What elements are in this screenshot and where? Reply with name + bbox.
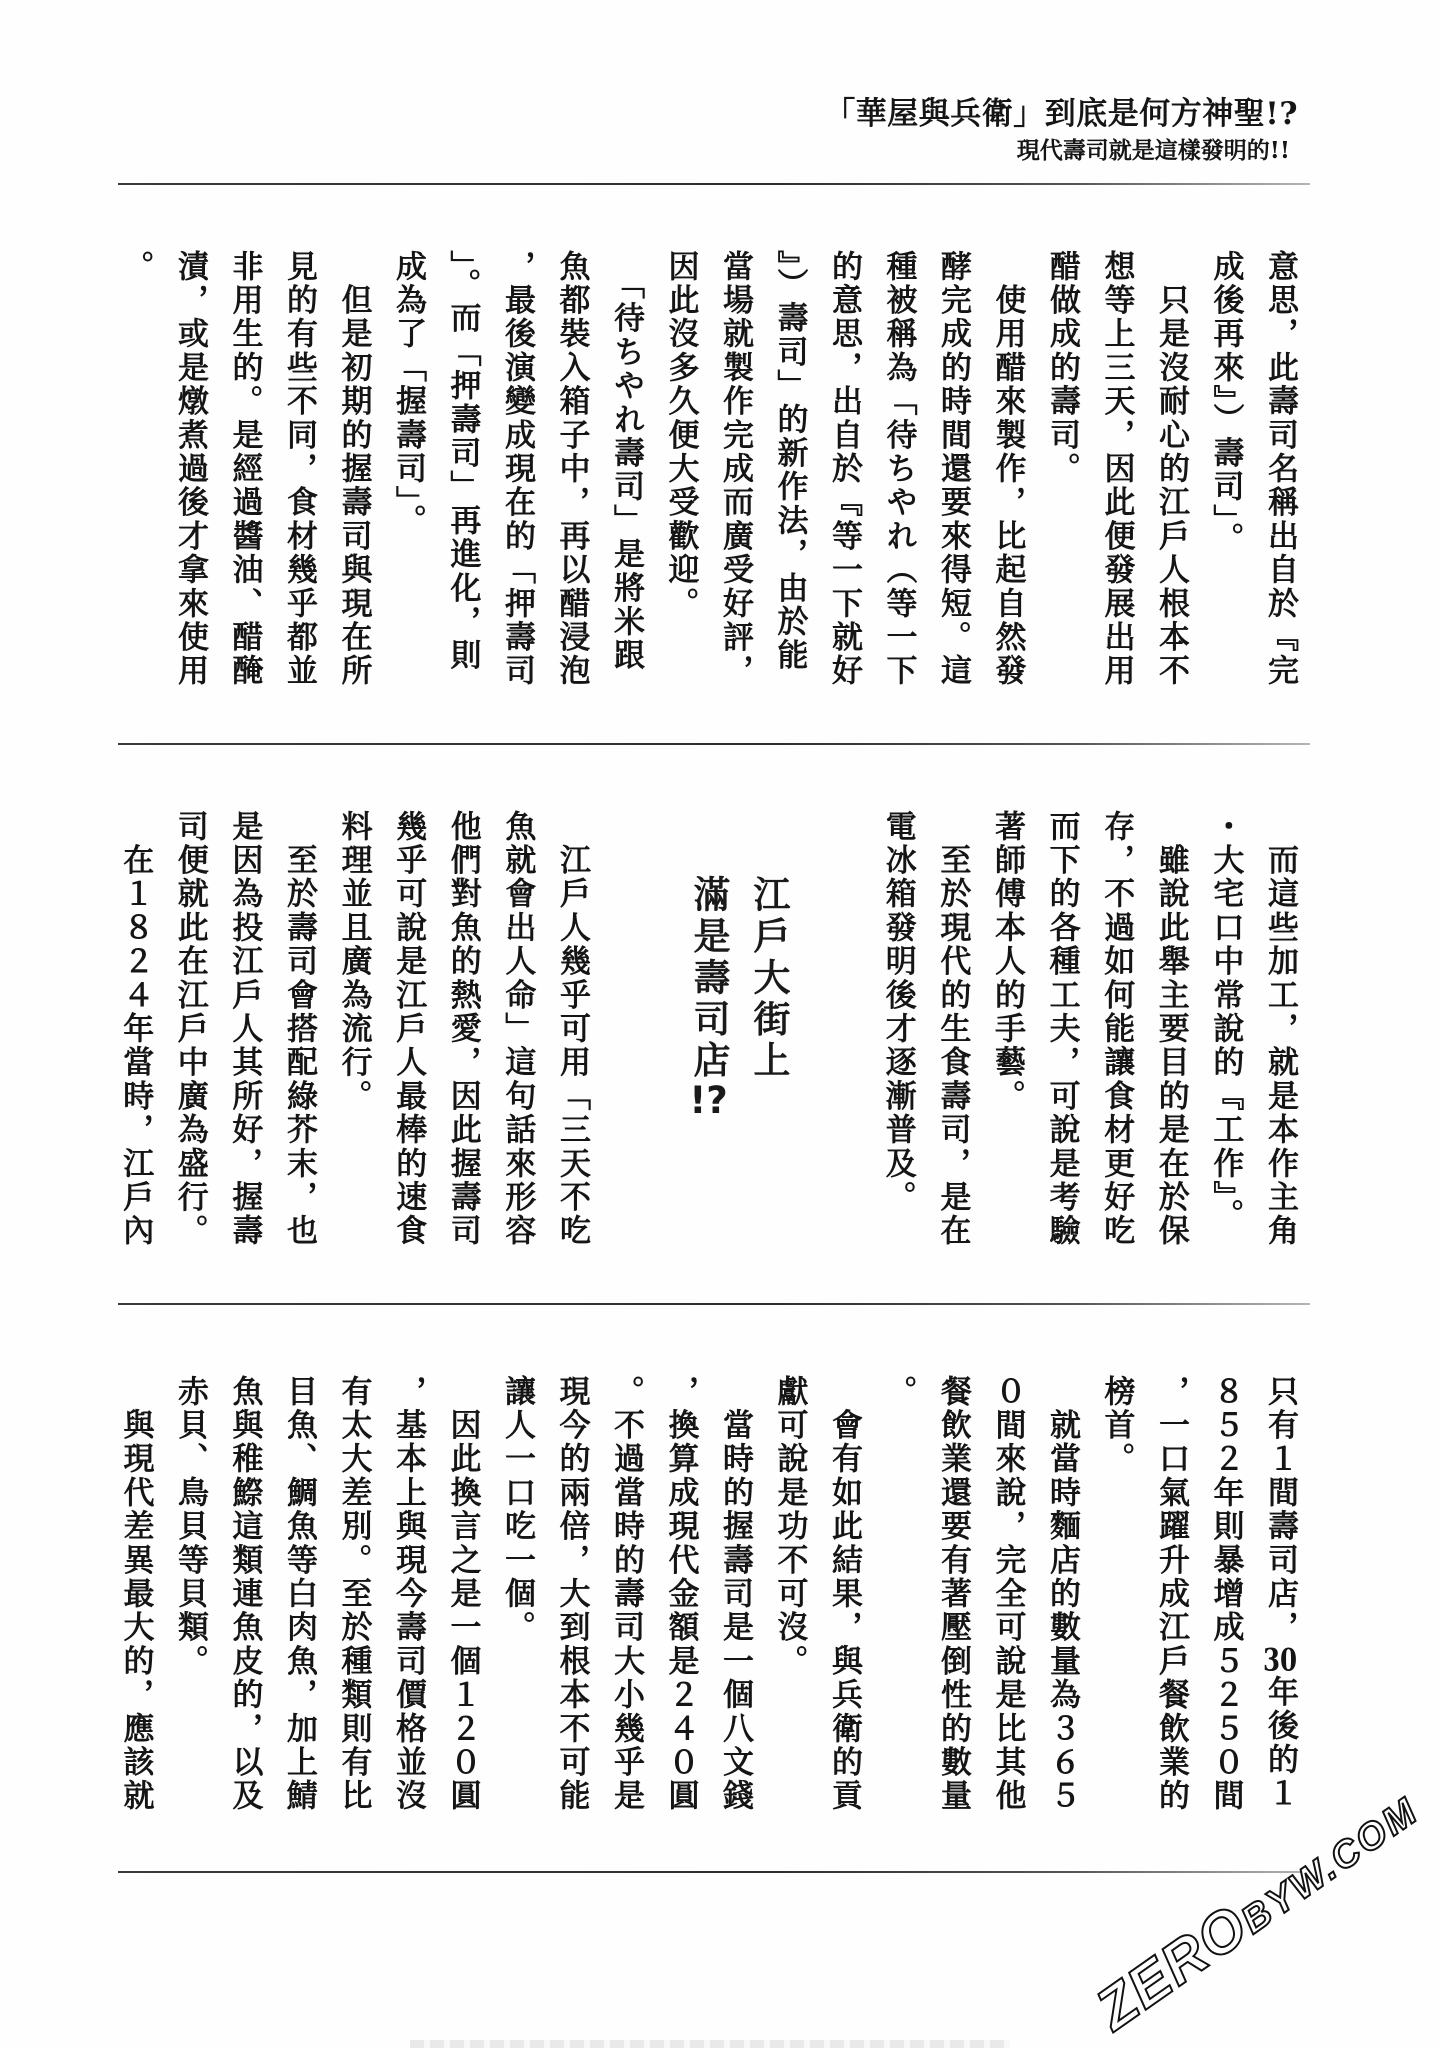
text-column: 現今的兩倍，大到根本不可能 bbox=[553, 1375, 590, 1814]
text-column: ，換算成現代金額是２４０圓 bbox=[662, 1375, 699, 1814]
text-column: ，最後演變成現在的「押壽司 bbox=[499, 250, 535, 689]
page-title: 「華屋與兵衛」到底是何方神聖!? bbox=[824, 96, 1298, 132]
text-column: 雖說此舉主要目的是在於保 bbox=[1152, 810, 1189, 1249]
text-column: 成後再來』）壽司」。 bbox=[1207, 250, 1244, 556]
text-column: 。 bbox=[117, 250, 154, 284]
text-column: 就當時麵店的數量為３６５ bbox=[1044, 1375, 1080, 1814]
text-column: 魚就會出人命」這句話來形容 bbox=[499, 810, 536, 1249]
text-column: 使用醋來製作，比起自然發 bbox=[989, 250, 1026, 689]
page-subtitle: 現代壽司就是這樣發明的!! bbox=[1016, 137, 1290, 164]
text-column: 至於現代的生食壽司，是在 bbox=[934, 810, 971, 1249]
text-column: 成為了「握壽司」。 bbox=[390, 250, 426, 538]
text-column: ８５２年則暴增成５２５０間 bbox=[1207, 1375, 1244, 1814]
text-column: 只是沒耐心的江戶人根本不 bbox=[1153, 250, 1189, 689]
text-column: 與現代差異最大的，應該就 bbox=[117, 1375, 154, 1814]
text-column: ，一口氣躍升成江戶餐飲業的 bbox=[1153, 1375, 1189, 1814]
text-column: 著師傅本人的手藝。 bbox=[989, 810, 1025, 1114]
text-column: 幾乎可說是江戶人最棒的速食 bbox=[390, 810, 427, 1249]
text-column: 目魚、鯛魚等白肉魚，加上鯖 bbox=[281, 1375, 317, 1814]
text-column: 因此換言之是一個１２０圓 bbox=[444, 1375, 481, 1814]
divider bbox=[118, 1303, 1310, 1305]
text-column: 酵完成的時間還要來得短。這 bbox=[935, 250, 971, 689]
section-heading: 江戶大街上 bbox=[747, 875, 790, 1082]
text-column: 會有如此結果，與兵衛的貢 bbox=[826, 1375, 862, 1814]
text-column: 榜首。 bbox=[1098, 1375, 1135, 1477]
section-2-text-left bbox=[0, 810, 1440, 1280]
section-heading: 滿是壽司店!? bbox=[687, 875, 730, 1119]
text-column: 』）壽司」的新作法，由於能 bbox=[771, 250, 808, 673]
text-column: 餐飲業還要有著壓倒性的數量 bbox=[935, 1375, 971, 1814]
text-column: 當場就製作完成而廣受好評， bbox=[717, 250, 753, 689]
divider bbox=[118, 743, 1310, 745]
text-column: ，基本上與現今壽司價格並沒 bbox=[390, 1375, 426, 1814]
text-column: 存，不過如何能讓食材更好吃 bbox=[1098, 810, 1135, 1249]
text-column: 魚與稚鰶這類連魚皮的，以及 bbox=[226, 1375, 263, 1814]
text-column: 意思，此壽司名稱出自於『完 bbox=[1262, 250, 1298, 689]
watermark-suffix: BYW.COM bbox=[1233, 1789, 1427, 1943]
text-column: 見的有些不同，食材幾乎都並 bbox=[281, 250, 317, 689]
divider bbox=[118, 1871, 1310, 1873]
text-column: 只有１間壽司店，30年後的１ bbox=[1262, 1375, 1298, 1811]
text-column: 赤貝、鳥貝等貝類。 bbox=[172, 1375, 208, 1679]
text-column: 漬，或是燉煮過後才拿來使用 bbox=[172, 250, 208, 689]
text-column: ・大宅口中常說的『工作』。 bbox=[1207, 810, 1244, 1233]
section-3-text bbox=[0, 1375, 1440, 1845]
watermark-main: ZERO bbox=[1084, 1892, 1261, 2043]
text-column: 而這些加工，就是本作主角 bbox=[1262, 810, 1298, 1249]
text-column: 至於壽司會搭配綠芥末，也 bbox=[281, 810, 317, 1249]
text-column: 魚都裝入箱子中，再以醋浸泡 bbox=[553, 250, 590, 689]
text-column: 非用生的。是經過醬油、醋醃 bbox=[226, 250, 263, 689]
text-column: 「待ちやれ壽司」是將米跟 bbox=[608, 250, 644, 673]
faint-footer-scan-artifact bbox=[410, 2040, 1010, 2048]
text-column: 而下的各種工夫，可說是考驗 bbox=[1043, 810, 1080, 1249]
text-column: 獻可說是功不可沒。 bbox=[771, 1375, 808, 1679]
text-column: 是因為投江戶人其所好，握壽 bbox=[226, 810, 263, 1249]
text-column: 江戶人幾乎可用「三天不吃 bbox=[554, 810, 590, 1249]
text-column: 電冰箱發明後才逐漸普及。 bbox=[879, 810, 916, 1215]
text-column: 醋做成的壽司。 bbox=[1044, 250, 1080, 486]
text-column: 司便就此在江戶中廣為盛行。 bbox=[171, 810, 208, 1249]
divider bbox=[118, 183, 1310, 185]
text-column: 讓人一口吃一個。 bbox=[499, 1375, 535, 1645]
text-column: 料理並且廣為流行。 bbox=[335, 810, 372, 1114]
text-column: 在１８２４年當時，江戶內 bbox=[117, 810, 154, 1249]
text-column: 因此沒多久便大受歡迎。 bbox=[662, 250, 699, 621]
text-column: 當時的握壽司是一個八文錢 bbox=[717, 1375, 753, 1814]
text-column: 種被稱為「待ちやれ（等一下 bbox=[880, 250, 917, 689]
text-column: 但是初期的握壽司與現在所 bbox=[335, 250, 372, 689]
text-column: 。 bbox=[880, 1375, 917, 1409]
text-column: 想等上三天，因此便發展出用 bbox=[1098, 250, 1135, 689]
text-column: 他們對魚的熱愛，因此握壽司 bbox=[444, 810, 481, 1249]
text-column: 。不過當時的壽司大小幾乎是 bbox=[608, 1375, 644, 1814]
text-column: 有太大差別。至於種類則有比 bbox=[335, 1375, 372, 1814]
text-column: 的意思，出自於『等一下就好 bbox=[826, 250, 862, 689]
text-column: 」。而「押壽司」再進化，則 bbox=[444, 250, 481, 673]
text-column: ０間來說，完全可說是比其他 bbox=[989, 1375, 1026, 1814]
section-1-text bbox=[0, 250, 1440, 720]
